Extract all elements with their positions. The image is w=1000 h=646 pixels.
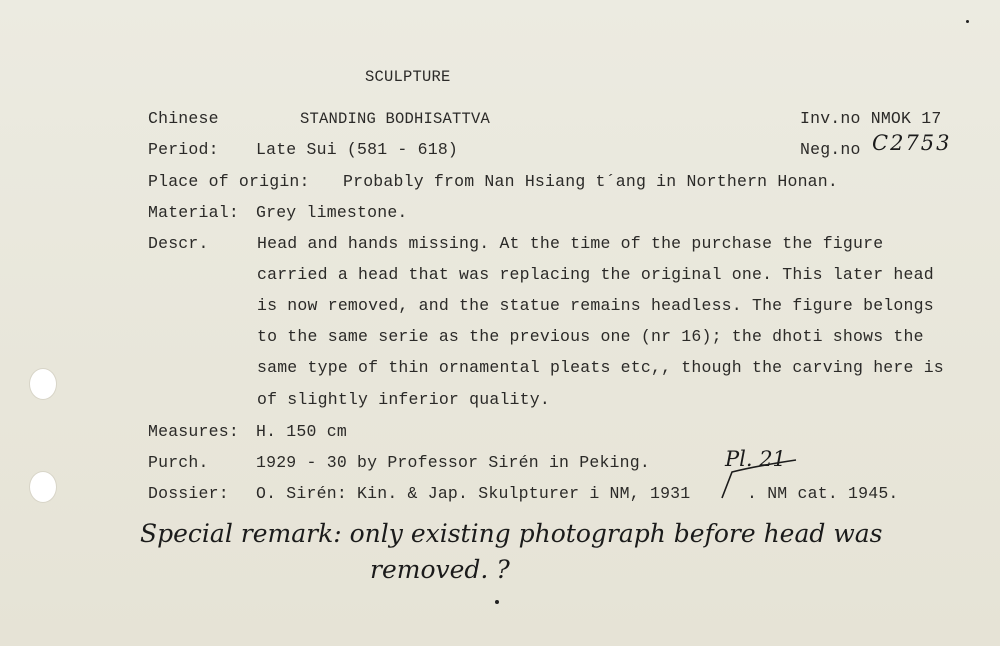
origin-label: Place of origin:	[148, 172, 310, 191]
description-line: Head and hands missing. At the time of the purchase the figure	[257, 234, 884, 253]
plate-reference-handwritten: Pl. 21	[725, 447, 786, 471]
measures-label: Measures:	[148, 422, 239, 441]
measures-value: H. 150 cm	[256, 422, 347, 441]
description-line: of slightly inferior quality.	[257, 390, 550, 409]
dossier-label: Dossier:	[148, 484, 229, 503]
description-line: carried a head that was replacing the original one. This later head	[257, 265, 934, 284]
period-label: Period:	[148, 140, 219, 159]
description-line: to the same serie as the previous one (nr 16); the dhoti shows the	[257, 327, 924, 346]
card-heading: SCULPTURE	[365, 68, 451, 86]
special-remark-handwritten: Special remark: only existing photograph before head was	[140, 519, 883, 548]
material-label: Material:	[148, 203, 239, 222]
dossier-value: O. Sirén: Kin. & Jap. Skulpturer i NM, 1931	[256, 484, 691, 503]
object-title: STANDING BODHISATTVA	[300, 110, 491, 128]
description-label: Descr.	[148, 234, 209, 253]
inventory-number: Inv.no NMOK 17	[800, 109, 942, 128]
negative-number-handwritten: C2753	[872, 131, 952, 155]
punch-hole-upper	[29, 368, 57, 400]
category-label: Chinese	[148, 109, 219, 128]
negative-label: Neg.no	[800, 140, 861, 159]
punch-hole-lower	[29, 471, 57, 503]
speck-mark	[966, 20, 969, 23]
description-line: is now removed, and the statue remains headless. The figure belongs	[257, 296, 934, 315]
origin-value: Probably from Nan Hsiang t´ang in Northern Honan.	[343, 172, 838, 191]
ink-dot	[495, 600, 499, 604]
period-value: Late Sui (581 - 618)	[256, 140, 459, 159]
special-remark-handwritten-continued: removed. ?	[370, 555, 510, 584]
description-line: same type of thin ornamental pleats etc,, though the carving here is	[257, 358, 944, 377]
purchase-value: 1929 - 30 by Professor Sirén in Peking.	[256, 453, 650, 472]
material-value: Grey limestone.	[256, 203, 408, 222]
purchase-label: Purch.	[148, 453, 209, 472]
dossier-value-continued: . NM cat. 1945.	[747, 484, 899, 503]
